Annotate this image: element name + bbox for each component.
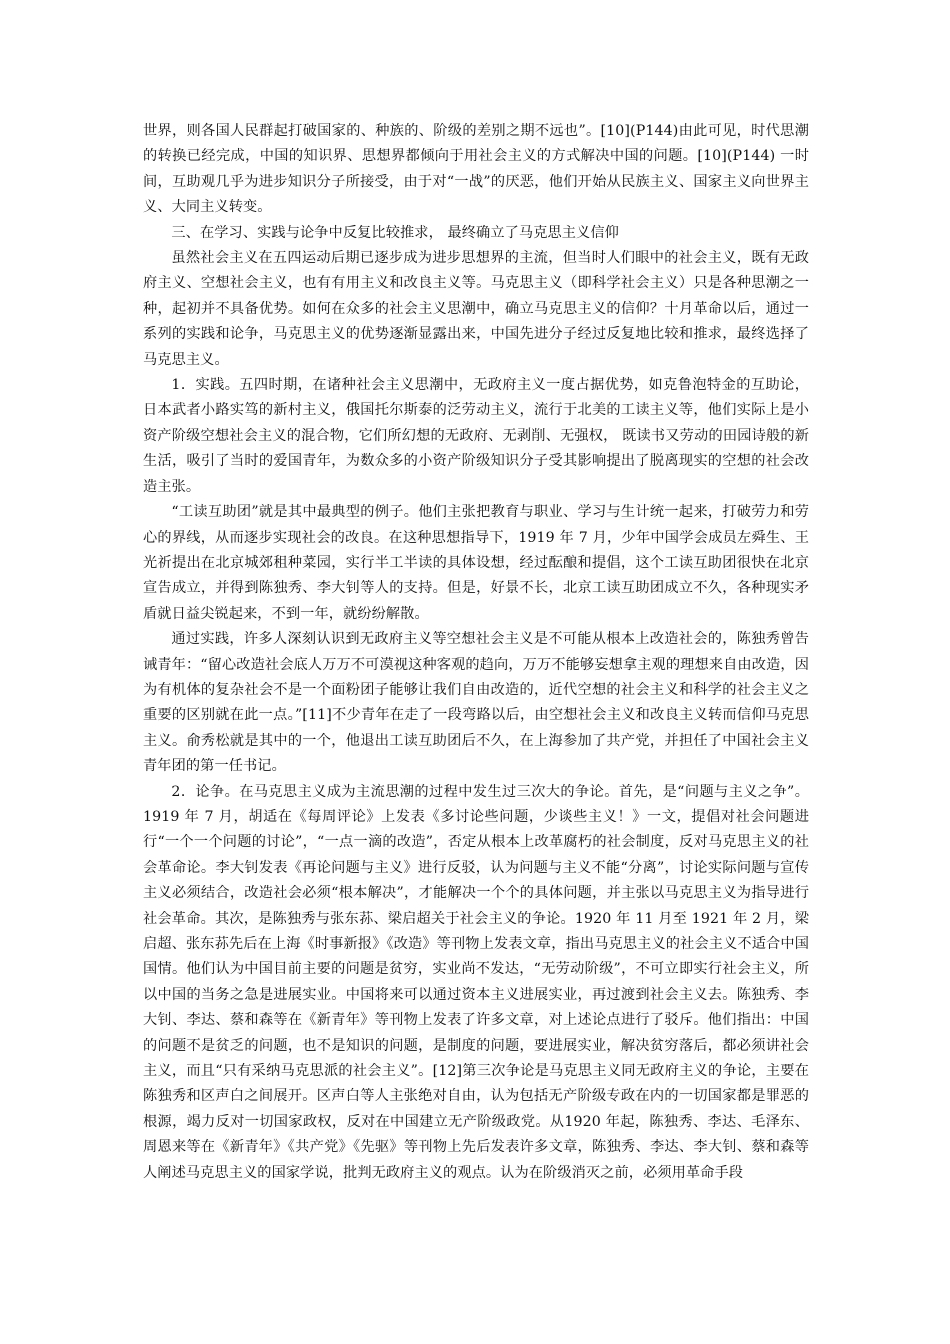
- section-heading: 三、在学习、实践与论争中反复比较推求， 最终确立了马克思主义信仰: [171, 224, 619, 241]
- paragraph-continuation: 世界，则各国人民群起打破国家的、种族的、阶级的差别之期不远也”。[10](P144)由此可见，时代思潮的转换已经完成，中国的知识界、思想界都倾向于用社会主义的方式解决中国的问题。[10](P144) 一时间，互助观几乎为进步知识分子所接受，由于对“一战”的厌恶，他们开始从民族主义、国家主义向世界主义、大同主义转变。: [143, 123, 809, 216]
- document-body: [143, 119, 809, 1186]
- paragraph-gongdu: “工读互助团”就是其中最典型的例子。他们主张把教育与职业、学习与生计统一起来，打破劳力和劳心的界线，从而逐步实现社会的改良。在这种思想指导下，1919 年 7 月，少年中国学会成员左舜生、王光祈提出在北京城郊租种菜园，实行半工半读的具体设想，经过酝酿和提倡，这个工读互助团很快在北京宣告成立，并得到陈独秀、李大钊等人的支持。但是，好景不长，北京工读互助团成立不久，各种现实矛盾就日益尖锐起来，不到一年，就纷纷解散。: [143, 504, 809, 622]
- paragraph-lesson: 通过实践，许多人深刻认识到无政府主义等空想社会主义是不可能从根本上改造社会的，陈独秀曾告诫青年：“留心改造社会底人万万不可漠视这种客观的趋向，万万不能够妄想拿主观的理想来自由改造，因为有机体的复杂社会不是一个面粉团子能够让我们自由改造的，近代空想的社会主义和科学的社会主义之重要的区别就在此一点。”[11]不少青年在走了一段弯路以后，由空想社会主义和改良主义转而信仰马克思主义。俞秀松就是其中的一个，他退出工读互助团后不久，在上海参加了共产党，并担任了中国社会主义青年团的第一任书记。: [143, 631, 809, 775]
- paragraph-intro: 虽然社会主义在五四运动后期已逐步成为进步思想界的主流，但当时人们眼中的社会主义，既有无政府主义、空想社会主义，也有有用主义和改良主义等。马克思主义（即科学社会主义）只是各种思潮之一种，起初并不具备优势。如何在众多的社会主义思潮中，确立马克思主义的信仰？十月革命以后，通过一系列的实践和论争，马克思主义的优势逐渐显露出来，中国先进分子经过反复地比较和推求，最终选择了马克思主义。: [143, 250, 809, 368]
- paragraph-practice: 1．实践。五四时期，在诸种社会主义思潮中，无政府主义一度占据优势，如克鲁泡特金的互助论，日本武者小路实笃的新村主义，俄国托尔斯泰的泛劳动主义，流行于北美的工读主义等，他们实际上是小资产阶级空想社会主义的混合物，它们所幻想的无政府、无剥削、无强权， 既读书又劳动的田园诗般的新生活，吸引了当时的爱国青年，为数众多的小资产阶级知识分子受其影响提出了脱离现实的空想的社会改造主张。: [143, 377, 809, 495]
- paragraph-debate: 2．论争。在马克思主义成为主流思潮的过程中发生过三次大的争论。首先，是“问题与主义之争”。1919 年 7 月，胡适在《每周评论》上发表《多讨论些问题，少谈些主义！》一文，提倡对社会问题进行“一个一个问题的讨论”，“一点一滴的改造”，否定从根本上改革腐朽的社会制度，反对马克思主义的社会革命论。李大钊发表《再论问题与主义》进行反驳，认为问题与主义不能“分离”，讨论实际问题与宣传主义必须结合，改造社会必须“根本解决”，才能解决一个个的具体问题，并主张以马克思主义为指导进行社会革命。其次，是陈独秀与张东荪、梁启超关于社会主义的争论。1920 年 11 月至 1921 年 2 月，梁启超、张东荪先后在上海《时事新报》《改造》等刊物上发表文章，指出马克思主义的社会主义不适合中国国情。他们认为中国目前主要的问题是贫穷，实业尚不发达，“无劳动阶级”，不可立即实行社会主义，所以中国的当务之急是进展实业。中国将来可以通过资本主义进展实业，再过渡到社会主义去。陈独秀、李大钊、李达、蔡和森等在《新青年》等刊物上发表了许多文章，对上述论点进行了驳斥。他们指出：中国的问题不是贫乏的问题，也不是知识的问题，是制度的问题，要进展实业，解决贫穷落后，都必须讲社会主义，而且“只有采纳马克思派的社会主义”。[12]第三次争论是马克思主义同无政府主义的争论，主要在陈独秀和区声白之间展开。区声白等人主张绝对自由，认为包括无产阶级专政在内的一切国家都是罪恶的根源，竭力反对一切国家政权，反对在中国建立无产阶级政党。从1920 年起，陈独秀、李达、毛泽东、周恩来等在《新青年》《共产党》《先驱》等刊物上先后发表许多文章，陈独秀、李达、李大钊、蔡和森等人阐述马克思主义的国家学说，批判无政府主义的观点。认为在阶级消灭之前，必须用革命手段: [143, 783, 809, 1181]
